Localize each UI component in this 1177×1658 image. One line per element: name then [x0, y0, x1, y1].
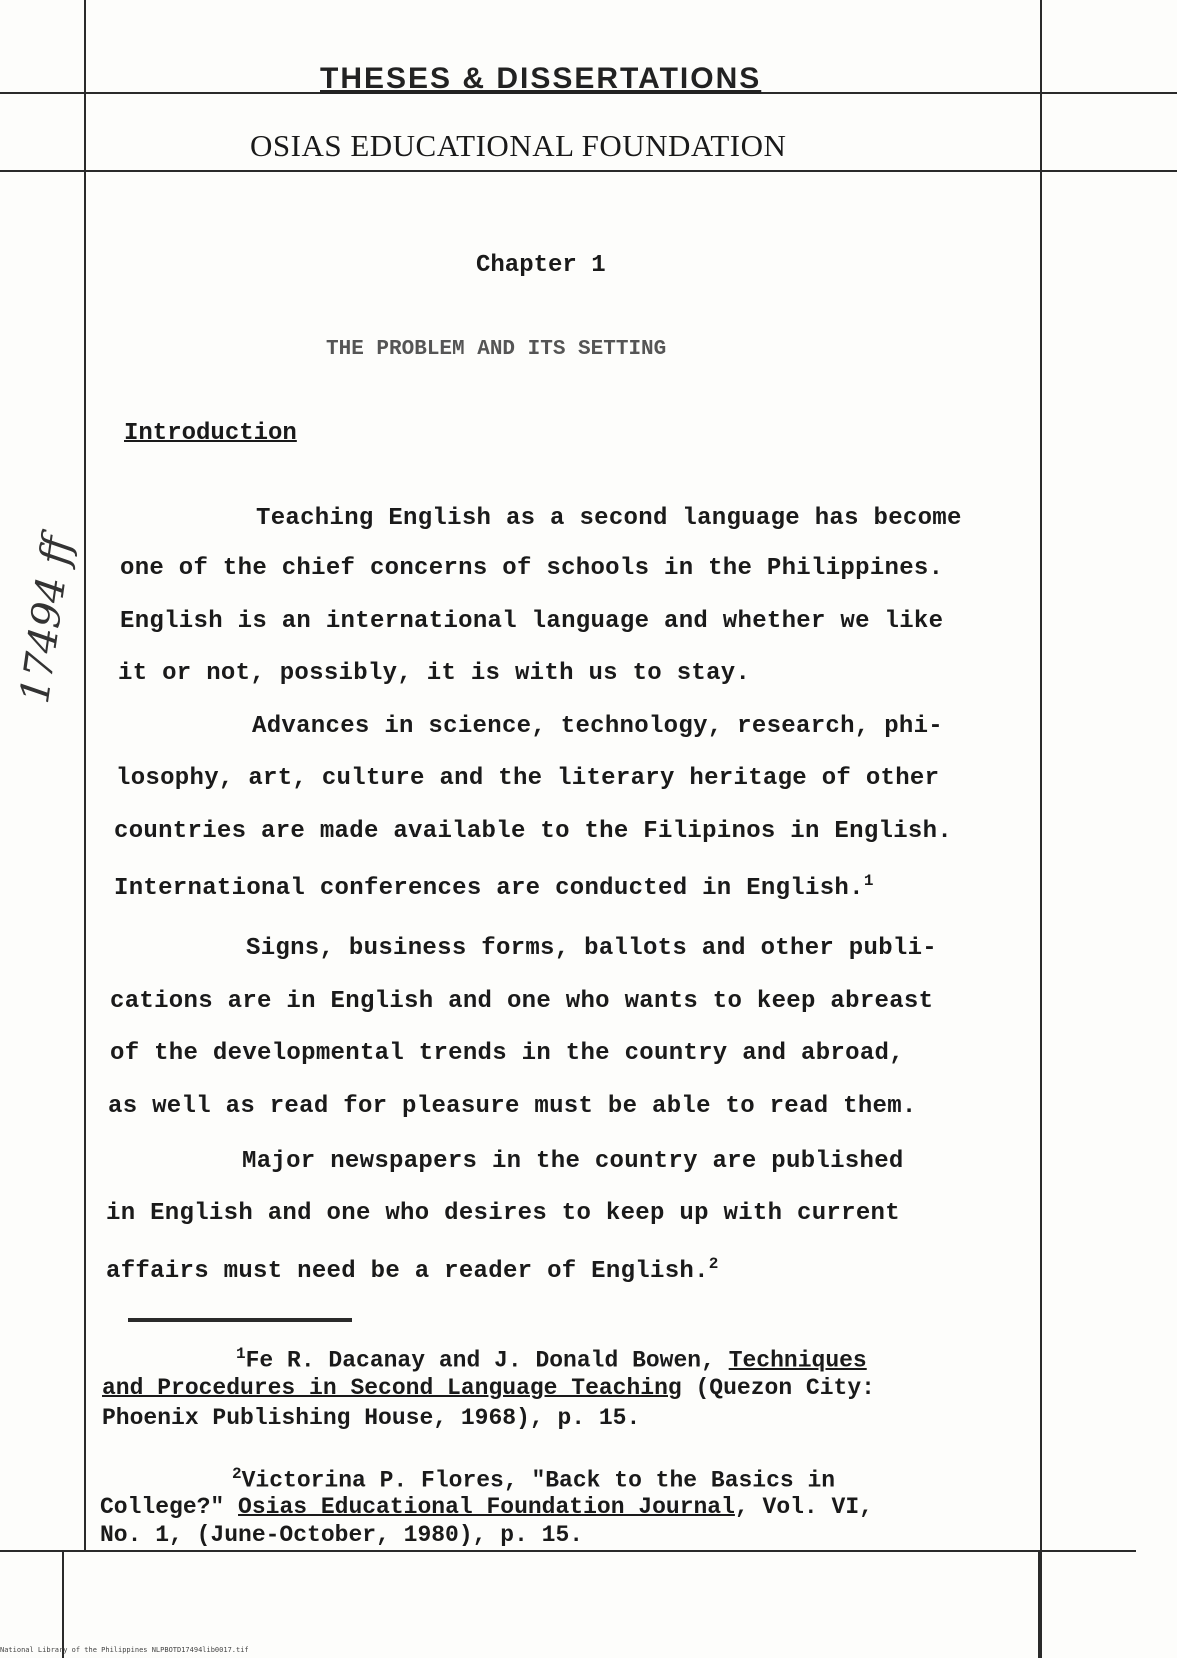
footnote-separator: [128, 1318, 352, 1322]
body-line: [106, 1255, 719, 1285]
frame-right-line: [1040, 0, 1042, 1658]
chapter-label: Chapter 1: [476, 252, 606, 279]
foundation-header: OSIAS EDUCATIONAL FOUNDATION: [250, 128, 787, 163]
chapter-title: THE PROBLEM AND ITS SETTING: [326, 338, 667, 361]
footnote-ref-2: 2: [708, 1255, 719, 1273]
body-line: of the developmental trends in the country and abroad,: [110, 1040, 904, 1067]
body-line: Signs, business forms, ballots and other publi-: [246, 935, 938, 962]
body-line: losophy, art, culture and the literary heritage of other: [116, 765, 940, 792]
footnote-2-mark: 2: [232, 1465, 242, 1483]
body-line: countries are made available to the Filipinos in English.: [114, 818, 953, 845]
footnote-2-pre: College?": [100, 1494, 239, 1520]
footnote-2-line: No. 1, (June-October, 1980), p. 15.: [100, 1522, 584, 1548]
footnote-1-line: [102, 1375, 875, 1401]
body-line: it or not, possibly, it is with us to stay.: [118, 660, 751, 687]
body-line: Teaching English as a second language has become: [256, 505, 962, 532]
body-line: cations are in English and one who wants to keep abreast: [110, 988, 934, 1015]
footnote-2-journal: Osias Educational Foundation Journal: [238, 1494, 735, 1520]
footnote-2-author: Victorina P. Flores, "Back to the Basics in: [241, 1467, 836, 1494]
microfilm-caption: National Library of the Philippines NLPBOTD17494lib0017.tif: [0, 1646, 249, 1654]
footnote-2-volume: , Vol. VI,: [734, 1494, 873, 1520]
body-line: as well as read for pleasure must be able to read them.: [108, 1093, 917, 1120]
footnote-1-title-b: and Procedures in Second Language Teaching: [102, 1375, 682, 1401]
section-heading: Introduction: [124, 420, 297, 447]
footnote-1-authors: Fe R. Dacanay and J. Donald Bowen,: [245, 1347, 729, 1374]
body-line: Advances in science, technology, research, phi-: [252, 713, 944, 740]
footnote-1-title-a: Techniques: [728, 1347, 867, 1374]
footnote-2-line: [100, 1494, 873, 1520]
frame-left-line-lower: [62, 1550, 64, 1658]
body-line: one of the chief concerns of schools in the Philippines.: [120, 555, 944, 582]
frame-left-line: [84, 0, 86, 1550]
body-line: Major newspapers in the country are published: [242, 1148, 904, 1175]
body-line: English is an international language and whether we like: [120, 608, 944, 635]
body-line-text: affairs must need be a reader of English.: [106, 1258, 709, 1285]
body-line-text: International conferences are conducted in English.: [114, 875, 864, 902]
body-line: [114, 872, 874, 902]
footnote-1-line: Phoenix Publishing House, 1968), p. 15.: [102, 1405, 641, 1431]
footnote-ref-1: 1: [863, 872, 874, 890]
frame-right-line-lower: [1038, 1550, 1040, 1658]
handwritten-margin-note: 17494 ff: [12, 533, 81, 707]
footnote-1-mark: 1: [236, 1345, 246, 1363]
footnote-2-line: [232, 1465, 835, 1494]
body-line: in English and one who desires to keep up with current: [106, 1200, 900, 1227]
footer-rule: [0, 1550, 1136, 1552]
header-bottom-rule: [0, 170, 1177, 172]
footnote-1-line: [236, 1345, 867, 1374]
theses-stamp: THESES & DISSERTATIONS: [320, 62, 762, 95]
footnote-1-place: (Quezon City:: [681, 1375, 875, 1401]
